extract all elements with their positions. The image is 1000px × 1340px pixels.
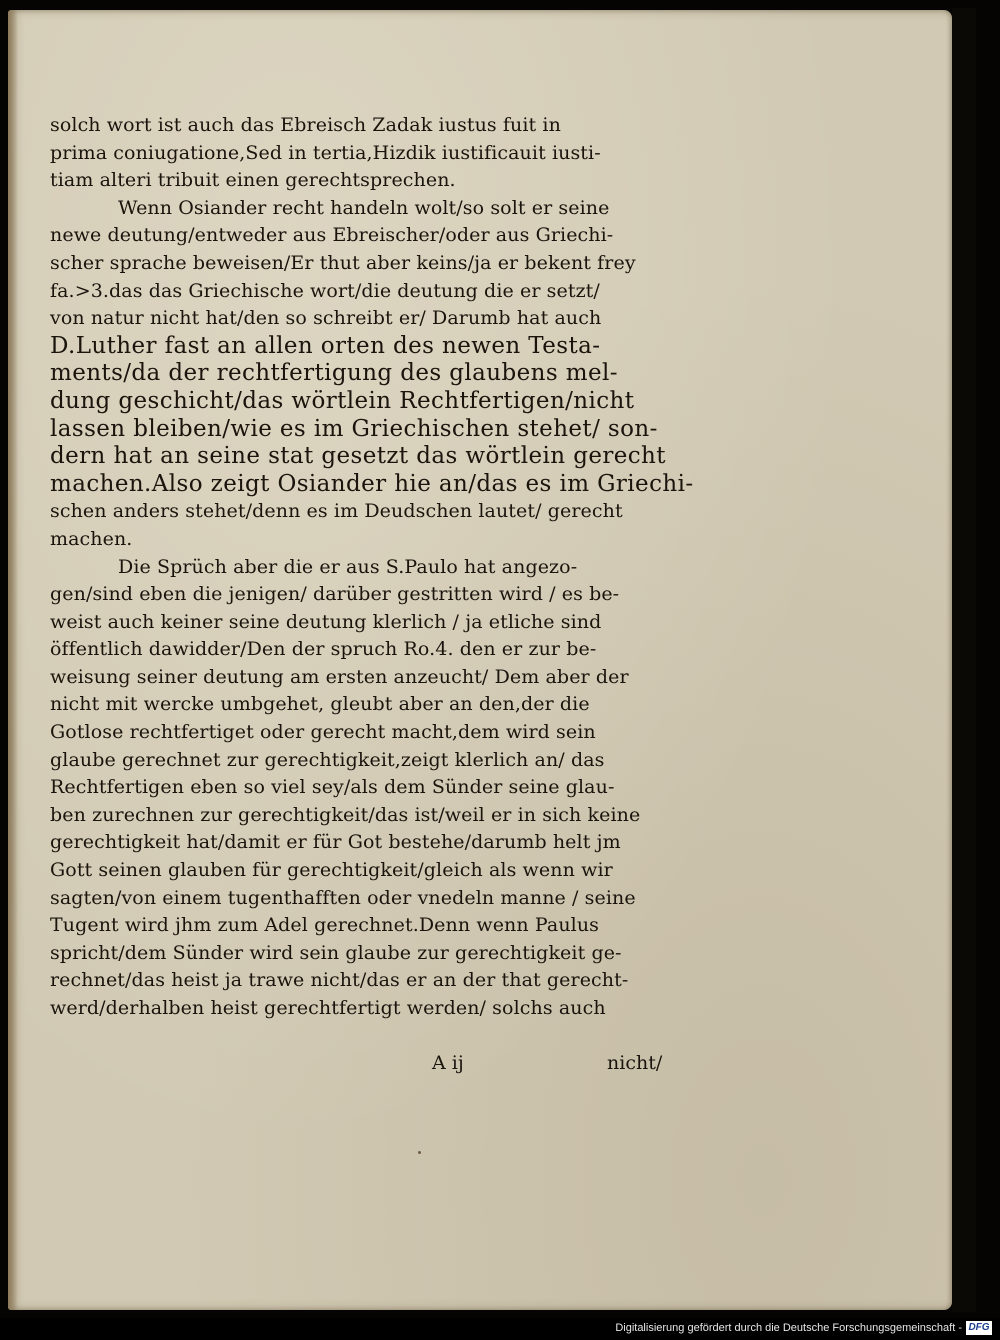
text-line: von natur nicht hat/den so schreibt er/ Darumb hat auch [50, 307, 602, 330]
page-text [50, 112, 694, 1023]
text-line: schen anders stehet/denn es im Deudschen lautet/ gerecht [50, 500, 623, 523]
text-line: ments/da der rechtfertigung des glaubens mel- [50, 360, 618, 387]
text-line: dern hat an seine stat gesetzt das wörtlein gerecht [50, 443, 666, 470]
text-line: spricht/dem Sünder wird sein glaube zur gerechtigkeit ge- [50, 941, 622, 964]
dfg-logo-icon: DFG [966, 1321, 992, 1335]
text-line: Wenn Osiander recht handeln wolt/so solt er seine [118, 196, 610, 219]
catchword: nicht/ [607, 1052, 663, 1074]
text-line: prima coniugatione,Sed in tertia,Hizdik iustificauit iusti- [50, 141, 601, 164]
text-line: dung geschicht/das wörtlein Rechtfertigen/nicht [50, 387, 635, 414]
text-line: ben zurechnen zur gerechtigkeit/das ist/weil er in sich keine [50, 803, 641, 826]
funding-bar [0, 1318, 1000, 1340]
text-line: werd/derhalben heist gerechtfertigt werden/ solchs auch [50, 997, 606, 1019]
text-line: Gotlose rechtfertiget oder gerecht macht,dem wird sein [50, 721, 596, 744]
text-line: weist auch keiner seine deutung klerlich / ja etliche sind [50, 610, 602, 633]
text-line: nicht mit wercke umbgehet, gleubt aber an den,der die [50, 693, 590, 716]
text-line: Gott seinen glauben für gerechtigkeit/gleich als wenn wir [50, 859, 613, 882]
page-gutter-shadow [8, 10, 18, 1310]
page-footer [50, 1052, 690, 1080]
text-line: glaube gerechnet zur gerechtigkeit,zeigt klerlich an/ das [50, 748, 605, 771]
text-line: gen/sind eben die jenigen/ darüber gestritten wird / es be- [50, 583, 620, 606]
text-line: rechnet/das heist ja trawe nicht/das er an der that gerecht- [50, 969, 629, 992]
text-line: Tugent wird jhm zum Adel gerechnet.Denn wenn Paulus [50, 914, 600, 937]
signature-mark: A ij [432, 1052, 464, 1074]
text-line: weisung seiner deutung am ersten anzeucht/ Dem aber der [50, 665, 629, 688]
text-line: scher sprache beweisen/Er thut aber keins/ja er bekent frey [50, 251, 636, 274]
text-line: fa.>3.das das Griechische wort/die deutung die er setzt/ [50, 279, 600, 302]
text-line: Die Sprüch aber die er aus S.Paulo hat angezo- [118, 555, 578, 578]
paper-speck [418, 1151, 421, 1154]
text-line: machen. [50, 527, 133, 550]
text-line: öffentlich dawidder/Den der spruch Ro.4. den er zur be- [50, 638, 597, 661]
text-line: Rechtfertigen eben so viel sey/als dem Sünder seine glau- [50, 776, 615, 799]
text-line: sagten/von einem tugenthafften oder vnedeln manne / seine [50, 886, 636, 909]
scan-border [952, 8, 976, 1312]
text-line: lassen bleiben/wie es im Griechischen stehet/ son- [50, 415, 658, 442]
text-line: machen.Also zeigt Osiander hie an/das es im Griechi- [50, 470, 694, 497]
text-line: D.Luther fast an allen orten des newen Testa- [50, 332, 601, 359]
text-line: solch wort ist auch das Ebreisch Zadak iustus fuit in [50, 114, 561, 136]
text-line: gerechtigkeit hat/damit er für Got bestehe/darumb helt jm [50, 831, 621, 854]
text-line: newe deutung/entweder aus Ebreischer/oder aus Griechi- [50, 224, 614, 247]
text-line: tiam alteri tribuit einen gerechtsprechen. [50, 169, 456, 192]
funding-credit: Digitalisierung gefördert durch die Deutsche Forschungsgemeinschaft - [615, 1322, 962, 1334]
